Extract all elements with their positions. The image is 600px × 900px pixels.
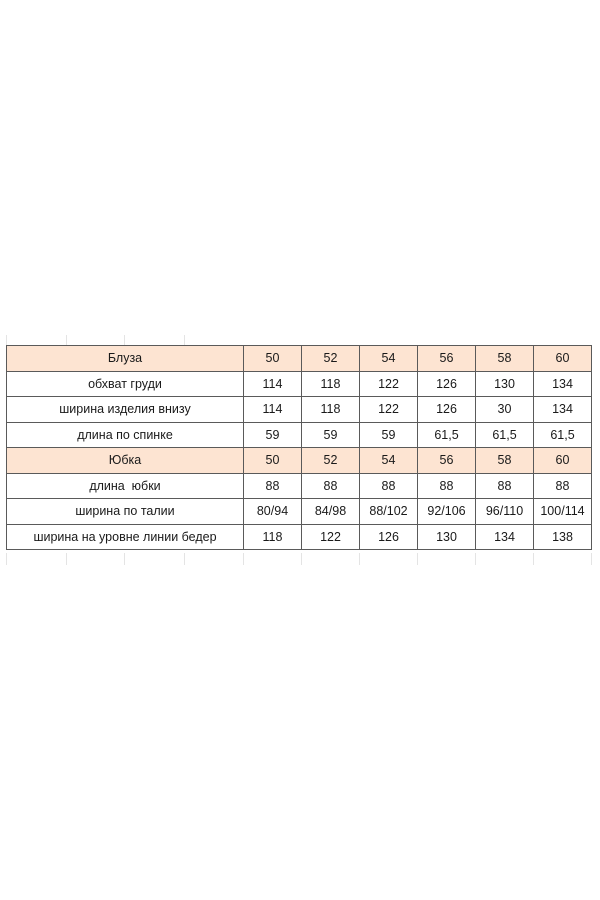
size-chart-table — [6, 345, 592, 550]
value-cell: 92/106 — [418, 499, 476, 525]
value-cell: 122 — [360, 371, 418, 397]
value-cell: 118 — [302, 397, 360, 423]
size-header-cell: 60 — [534, 346, 592, 372]
sheet-gridline — [243, 553, 244, 565]
table-row — [7, 499, 592, 525]
value-cell: 126 — [418, 371, 476, 397]
value-cell: 118 — [244, 524, 302, 550]
size-header-cell: 56 — [418, 346, 476, 372]
size-header-cell: 54 — [360, 346, 418, 372]
sheet-gridline — [124, 553, 125, 565]
sheet-gridline — [417, 553, 418, 565]
value-cell: 80/94 — [244, 499, 302, 525]
section-header-row — [7, 448, 592, 474]
value-cell: 134 — [476, 524, 534, 550]
value-cell: 84/98 — [302, 499, 360, 525]
value-cell: 126 — [360, 524, 418, 550]
row-label: ширина изделия внизу — [7, 397, 244, 423]
value-cell: 88/102 — [360, 499, 418, 525]
value-cell: 122 — [360, 397, 418, 423]
value-cell: 30 — [476, 397, 534, 423]
value-cell: 118 — [302, 371, 360, 397]
table-row — [7, 422, 592, 448]
size-header-cell: 52 — [302, 448, 360, 474]
value-cell: 59 — [360, 422, 418, 448]
value-cell: 61,5 — [534, 422, 592, 448]
value-cell: 59 — [244, 422, 302, 448]
value-cell: 61,5 — [476, 422, 534, 448]
sheet-gridline — [591, 553, 592, 565]
value-cell: 88 — [302, 473, 360, 499]
section-title: Блуза — [7, 346, 244, 372]
sheet-gridline — [475, 553, 476, 565]
sheet-gridline — [6, 553, 7, 565]
value-cell: 134 — [534, 371, 592, 397]
size-header-cell: 56 — [418, 448, 476, 474]
value-cell: 138 — [534, 524, 592, 550]
sheet-gridline — [533, 553, 534, 565]
value-cell: 100/114 — [534, 499, 592, 525]
value-cell: 88 — [244, 473, 302, 499]
section-title: Юбка — [7, 448, 244, 474]
size-header-cell: 50 — [244, 448, 302, 474]
value-cell: 130 — [418, 524, 476, 550]
size-header-cell: 52 — [302, 346, 360, 372]
value-cell: 88 — [476, 473, 534, 499]
row-label: обхват груди — [7, 371, 244, 397]
size-header-cell: 58 — [476, 346, 534, 372]
table-row — [7, 371, 592, 397]
section-header-row — [7, 346, 592, 372]
value-cell: 61,5 — [418, 422, 476, 448]
value-cell: 114 — [244, 397, 302, 423]
row-label: длина по спинке — [7, 422, 244, 448]
size-header-cell: 58 — [476, 448, 534, 474]
row-label: ширина по талии — [7, 499, 244, 525]
size-header-cell: 60 — [534, 448, 592, 474]
sheet-gridline — [359, 553, 360, 565]
size-header-cell: 54 — [360, 448, 418, 474]
value-cell: 88 — [360, 473, 418, 499]
value-cell: 88 — [534, 473, 592, 499]
table-row — [7, 397, 592, 423]
table-row — [7, 473, 592, 499]
value-cell: 88 — [418, 473, 476, 499]
row-label: ширина на уровне линии бедер — [7, 524, 244, 550]
sheet-gridline — [301, 553, 302, 565]
sheet-gridline — [66, 553, 67, 565]
sheet-gridline — [184, 553, 185, 565]
value-cell: 122 — [302, 524, 360, 550]
value-cell: 59 — [302, 422, 360, 448]
value-cell: 134 — [534, 397, 592, 423]
value-cell: 126 — [418, 397, 476, 423]
value-cell: 96/110 — [476, 499, 534, 525]
row-label: длина юбки — [7, 473, 244, 499]
size-header-cell: 50 — [244, 346, 302, 372]
value-cell: 130 — [476, 371, 534, 397]
value-cell: 114 — [244, 371, 302, 397]
table-row — [7, 524, 592, 550]
